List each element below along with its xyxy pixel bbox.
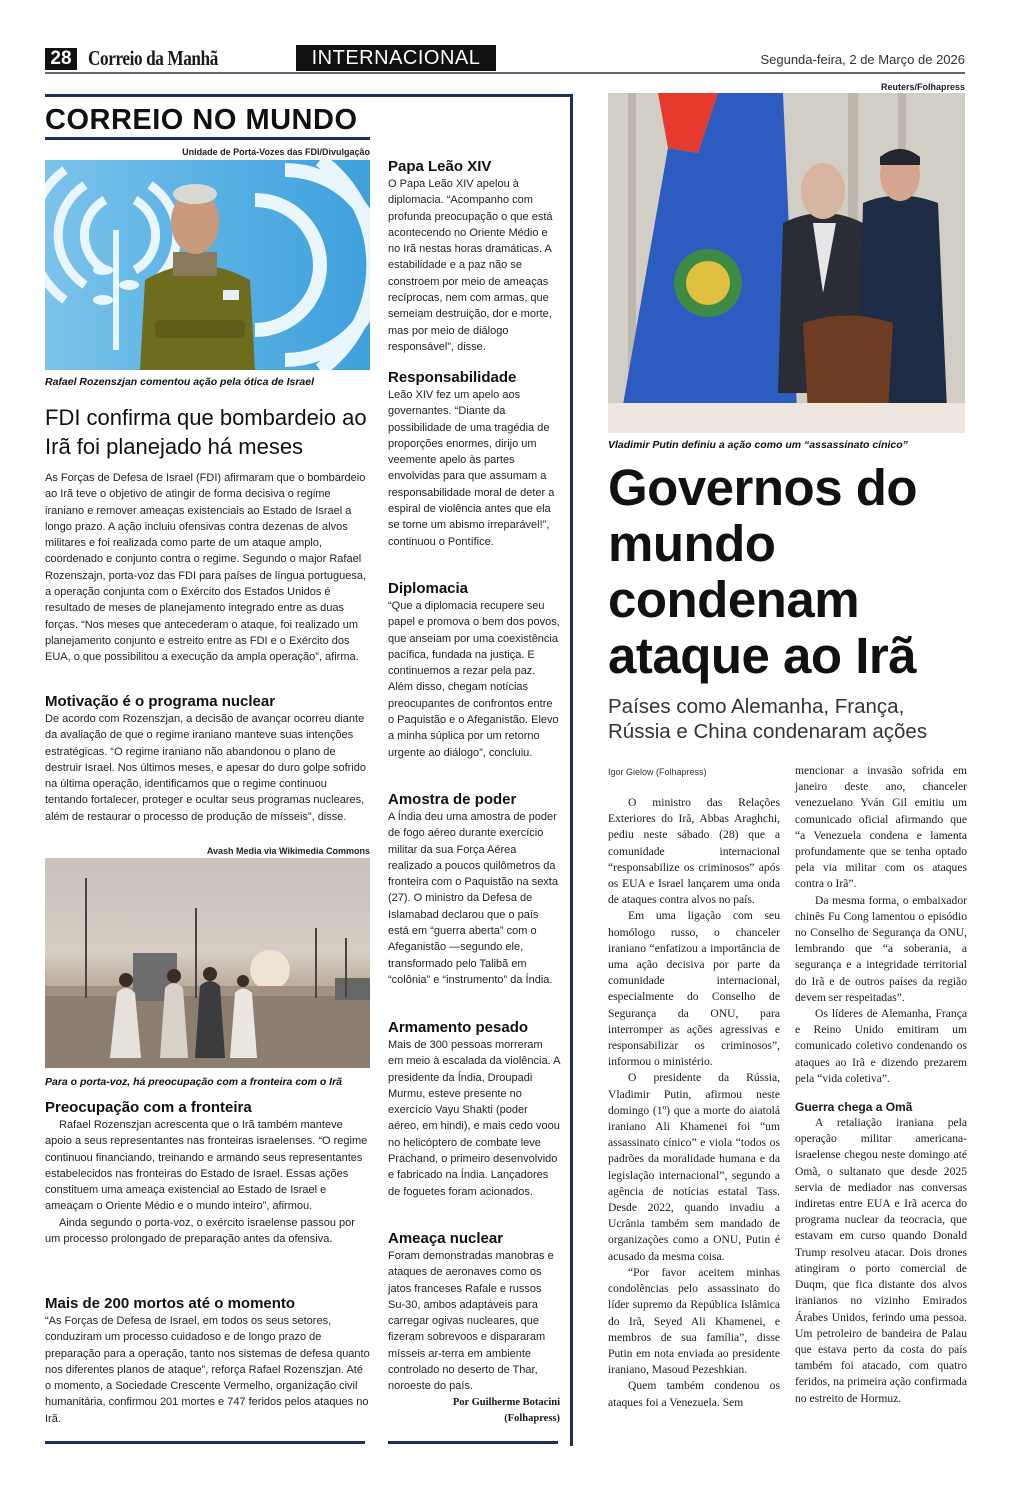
subsection-responsabilidade — [388, 369, 560, 550]
section-label: INTERNACIONAL — [296, 45, 496, 71]
box-title: CORREIO NO MUNDO — [45, 104, 358, 136]
page-number: 28 — [45, 48, 77, 70]
subsection-title: Armamento pesado — [388, 1019, 529, 1036]
subsection-title: Preocupação com a fronteira — [45, 1099, 252, 1116]
box-intro-text: As Forças de Defesa de Israel (FDI) afirmaram que o bombardeio ao Irã teve o objetivo de atingir de forma decisiva o regime iraniano e remover ameaças existenciais ao Estado de Israel a longo prazo. A ação incluiu ofensivas contra dezenas de alvos militares e foi realizada como parte de um ataque amplo, coordenado e conjunto contra o regime. Segundo o major Rafael Rozenszajn, porta-voz das FDI para países de língua portuguesa, a operação conjunta com o Exército dos Estados Unidos é resultado de meses de planejamento integrado entre as duas forças. “Nos meses que antecederam o ataque, foi realizado um planejamento conjunto e estreito entre as FDI e o Exército dos EUA, o que possibilitou a execução da ampla operação”, afirma. — [45, 472, 367, 664]
box-bottom-rule-right — [388, 1441, 558, 1444]
article-paragraph: A retaliação iraniana pela operação militar americana-israelense chegou neste domingo até Omã, o sultanato que desde 2025 servia de mediador nas conversas indiretas entre EUA e Irã acerca do programa nuclear da teocracia, que estavam em curso quando Donald Trump resolveu atacar. Dois drones atingiram o porto comercial de Duqm, que fica distante dos alvos iranianos no vizinho Emirados Árabes Unidos, ferindo uma pessoa. Um petroleiro de bandeira de Palau que estava perto da costa do país também foi atacado, com quatro feridos, na primeira ação confirmada no estreito de Hormuz. — [795, 1116, 967, 1405]
main-deck: Países como Alemanha, França, Rússia e China condenaram ações — [608, 695, 928, 743]
newspaper-brand: Correio da Manhã — [88, 46, 218, 70]
subsection-title: Amostra de poder — [388, 791, 517, 808]
subsection-diplomacia — [388, 580, 560, 761]
subsection-mortos — [45, 1295, 371, 1427]
box-headline: FDI confirma que bombardeio ao Irã foi planejado há meses — [45, 405, 367, 459]
article-paragraph: Da mesma forma, o embaixador chinês Fu Cong lamentou o episódio no Conselho de Segurança da ONU, lembrando que “a soberania, a segurança e a integridade territorial do Irã e de outros países da região devem ser respeitadas”. — [795, 893, 967, 1004]
subsection-title: Mais de 200 mortos até o momento — [45, 1295, 296, 1312]
article-paragraph: O ministro das Relações Exteriores do Irã, Abbas Araghchi, pediu neste sábado (28) que a comunidade internacional “responsabilize os criminosos” após os EUA e Israel lançarem uma onda de ataques contra alvos no país. — [608, 796, 780, 907]
subsection-title: Motivação é o programa nuclear — [45, 693, 276, 710]
photo-idf-spokesman — [45, 160, 370, 370]
subsection-text: Ainda segundo o porta-voz, o exército israelense passou por um processo prolongado de preparação antes da ofensiva. — [45, 1216, 355, 1246]
box-bottom-rule — [45, 1441, 365, 1444]
edition-date: Segunda-feira, 2 de Março de 2026 — [760, 52, 965, 67]
article-column-2 — [795, 763, 967, 1407]
photo-credit: Avash Media via Wikimedia Commons — [206, 846, 370, 856]
signature-author: Por Guilherme Botacini — [452, 1396, 560, 1408]
article-paragraph: Os líderes de Alemanha, França e Reino Unido emitiram um comunicado coletivo condenando os ataques ao Irã e dizendo prezarem pela “vida coletiva”. — [795, 1007, 967, 1085]
subsection-motivacao — [45, 693, 371, 825]
subsection-title: Papa Leão XIV — [388, 158, 492, 175]
subsection-ameaca — [388, 1230, 560, 1427]
border-road-illustration — [45, 858, 370, 1068]
article-paragraph: O presidente da Rússia, Vladimir Putin, afirmou neste domingo (1º) que a morte do aiatolá iraniano Ali Khamenei foi “um assassinato cínico” e viola “todos os padrões da moralidade humana e da legislação internacional”, segundo a agência de notícias estatal Tass. Desde 2022, quando invadiu a Ucrânia também sem mandado de organizações como a ONU, Putin é acusado da mesma coisa. — [608, 1071, 780, 1263]
article-paragraph: “Por favor aceitem minhas condolências pelo assassinato do líder supremo da República Islâmica do Irã, Seyed Ali Khamenei, e membros de sua família”, disse Putin em nota enviada ao presidente iraniano, Masoud Pezeshkian. — [608, 1265, 780, 1377]
article-paragraph: Quem também condenou os ataques foi a Venezuela. Sem — [608, 1379, 780, 1409]
article-column-1 — [608, 795, 780, 1411]
subsection-text: O Papa Leão XIV apelou à diplomacia. “Acompanho com profunda preocupação o que está acontecendo no Oriente Médio e no Irã nestas horas dramáticas. A estabilidade e a paz não se constroem por meio de ameaças recíprocas, nem com armas, que semeiam destruição, dor e morte, mas por meio de diálogo responsável”, disse. — [388, 178, 553, 353]
subsection-text: “Que a diplomacia recupere seu papel e promova o bem dos povos, que anseiam por uma coexistência pacífica, fundada na justiça. E continuemos a rezar pela paz. Além disso, chegam notícias preocupantes de confrontos entre o Paquistão e o Afeganistão. Elevo a minha súplica por um retorno urgente ao diálogo”, concluiu. — [388, 600, 560, 759]
article-paragraph: mencionar a invasão sofrida em janeiro deste ano, chanceler venezuelano Yván Gil emitiu um comunicado oficial afirmando que “a Venezuela condena e lamenta profundamente que se tenha optado pela via militar com os ataques contra o Irã”. — [795, 764, 967, 891]
box-title-rule — [45, 137, 370, 140]
subsection-text: De acordo com Rozenszjan, a decisão de avançar ocorreu diante da avaliação de que o regime iraniano manteve suas intenções estratégicas. “O regime iraniano não abandonou o plano de destruir Israel. Nos últimos meses, e apesar do duro golpe sofrido na última operação, identificamos que o regime continuou tentando fortalecer, proteger e ocultar seus programas nucleares, além de restaurar o processo de produção de mísseis”, disse. — [45, 713, 366, 823]
photo-caption: Para o porta-voz, há preocupação com a fronteira com o Irã — [45, 1076, 342, 1088]
main-headline: Governos do mundo condenam ataque ao Irã — [608, 459, 918, 684]
subsection-text: Leão XIV fez um apelo aos governantes. “Diante da possibilidade de uma tragédia de proporções enormes, dirijo um veemente apelo às partes envolvidas para que assumam a responsabilidade moral de deter a espiral de violência antes que ela se torne um abismo irreparável!”, continuou o Pontífice. — [388, 389, 555, 548]
photo-putin — [608, 93, 965, 433]
subsection-title: Responsabilidade — [388, 369, 517, 386]
subsection-text: Mais de 300 pessoas morreram em meio à escalada da violência. A presidente da Índia, Droupadi Murmu, esteve presente no exercício Vayu Shakti (poder aéreo, em hindi), e mais cedo voou no helicóptero de combate leve Prachand, o primeiro desenvolvido e fabricado na Índia. Lançadores de foguetes foram acionados. — [388, 1039, 560, 1198]
putin-illustration — [608, 93, 965, 433]
photo-border-road — [45, 858, 370, 1068]
subsection-armamento — [388, 1019, 560, 1200]
signature-agency: (Folhapress) — [504, 1412, 560, 1424]
subsection-preocupacao — [45, 1099, 371, 1247]
subsection-title: Diplomacia — [388, 580, 469, 597]
subsection-papa — [388, 158, 560, 355]
subsection-text: Rafael Rozenszjan acrescenta que o Irã também manteve apoio a seus representantes nas fronteiras israelenses. “O regime continuou financiando, treinando e armando seus representantes estabelecidos nas fronteiras do Estado de Israel. Essas ações constituem uma ameaça existencial ao Estado de Israel e ameaçam o Oriente Médio e o mundo inteiro”, afirmou. — [45, 1119, 368, 1213]
photo-caption: Vladimir Putin definiu a ação como um “assassinato cínico” — [608, 439, 908, 451]
subsection-title: Ameaça nuclear — [388, 1230, 504, 1247]
photo-credit: Reuters/Folhapress — [880, 82, 965, 92]
article-paragraph: Em uma ligação com seu homólogo russo, o chanceler iraniano “enfatizou a importância de uma ação decisiva por parte da comunidade internacional, especialmente do Conselho de Segurança da ONU, para interromper as ações agressivas e responsabilizar os criminosos”, informou o ministério. — [608, 909, 780, 1069]
photo-caption: Rafael Rozenszjan comentou ação pela ótica de Israel — [45, 376, 315, 388]
header-rule — [45, 72, 965, 74]
photo-credit: Unidade de Porta-Vozes das FDI/Divulgação — [182, 147, 370, 157]
article-subhead: Guerra chega a Omã — [795, 1100, 913, 1115]
subsection-amostra — [388, 791, 560, 988]
subsection-text: Foram demonstradas manobras e ataques de aeronaves como os jatos franceses Rafale e russos Su-30, ambos adaptáveis para carregar ogivas nucleares, que fizeram sobrevoos e dispararam mísseis ar-terra em ambiente controlado no deserto de Thar, noroeste do país. — [388, 1250, 554, 1393]
subsection-text: “As Forças de Defesa de Israel, em todos os seus setores, conduziram um processo cuidadoso e de longo prazo de preparação para a operação, tanto nos sistemas de defesa quanto nos diferentes planos de ataque”, reforça Rafael Rozenszjan. Até o momento, a Sociedade Crescente Vermelho, organização civil humanitária, confirmou 201 mortes e 747 feridos pelos ataques no Irã. — [45, 1315, 370, 1425]
main-byline: Igor Gielow (Folhapress) — [608, 767, 707, 777]
subsection-text: A Índia deu uma amostra de poder de fogo aéreo durante exercício militar da sua Força Aérea realizado a poucos quilômetros da fronteira com o Paquistão na sexta (27). O ministro da Defesa de Islamabad declarou que o país está em “guerra aberta” com o Afeganistão —segundo ele, transformado pelo Talibã em “colônia” e “instrumento” da Índia. — [388, 811, 558, 986]
idf-spokesman-illustration — [45, 160, 370, 370]
